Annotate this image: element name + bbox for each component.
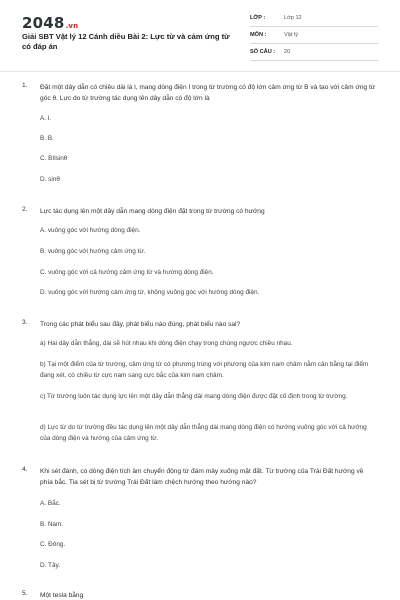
- answer-option[interactable]: D. sinθ: [40, 176, 60, 183]
- answer-option[interactable]: C. vuông góc với cả hướng cảm ứng từ và hướng dòng điện.: [40, 269, 214, 276]
- question-text: Khi sét đánh, có dòng điện tích âm chuyển động từ đám mây xuống mặt đất. Từ trường của Trái Đất hướng về phía bắc. Tia sét bị từ trường Trái Đất làm chệch hướng theo hướng nào?: [40, 468, 364, 486]
- meta-row-count: [250, 47, 378, 61]
- logo-suffix: .vn: [65, 22, 79, 30]
- meta-label: LỚP :: [250, 15, 266, 21]
- meta-value: 20: [284, 49, 291, 55]
- question-number: 5.: [22, 590, 28, 597]
- meta-label: MÔN :: [250, 32, 267, 38]
- question-text: Đặt một dây dẫn có chiều dài là l, mang dòng điện I trong từ trường có độ lớn cảm ứng từ B và tạo với cảm ứng từ góc θ. Lực do từ trường tác dụng lên dây dẫn có độ lớn là: [40, 84, 376, 102]
- answer-option[interactable]: A. Bắc.: [40, 500, 61, 507]
- answer-option[interactable]: A. vuông góc với hướng dòng điện.: [40, 227, 141, 234]
- answer-option[interactable]: B. vuông góc với hướng cảm ứng từ.: [40, 248, 146, 255]
- question-number: 1.: [22, 82, 28, 89]
- answer-option[interactable]: C. BIlsinθ: [40, 155, 68, 162]
- answer-option[interactable]: B. B.: [40, 135, 54, 142]
- meta-label: SỐ CÂU :: [250, 49, 276, 55]
- answer-option[interactable]: D. vuông góc với hướng cảm ứng từ, không vuông góc với hướng dòng điện.: [40, 289, 260, 296]
- header-divider: [0, 71, 400, 72]
- answer-option[interactable]: D. Tây.: [40, 562, 61, 569]
- question-text: Trong các phát biểu sau đây, phát biểu nào đúng, phát biểu nào sai?: [40, 321, 241, 328]
- document-title: Giải SBT Vật lý 12 Cánh diều Bài 2: Lực từ và cảm ứng từ có đáp án: [22, 32, 230, 51]
- answer-option[interactable]: a) Hai dây dẫn thẳng, dài sẽ hút nhau khi dòng điện chạy trong chúng ngược chiều nhau.: [40, 340, 293, 347]
- question-number: 3.: [22, 319, 28, 326]
- page-header: [0, 0, 400, 66]
- question-number: 2.: [22, 206, 28, 213]
- answer-option[interactable]: d) Lực từ do từ trường đều tác dụng lên một dây dẫn thẳng dài mang dòng điện có hướng vuông góc với cả hướng của dòng điện và hướng của cảm ứng từ.: [40, 424, 367, 442]
- meta-row-subject: [250, 30, 378, 44]
- question-number: 4.: [22, 466, 28, 473]
- answer-option[interactable]: c) Từ trường luôn tác dụng lực lên một dây dẫn thẳng dài mang dòng điện được đặt cố định trong từ trường.: [40, 393, 348, 400]
- site-logo[interactable]: [22, 14, 78, 32]
- meta-value: Vật lý: [284, 32, 298, 38]
- question-text: Lực tác dụng lên một dây dẫn mang dòng điện đặt trong từ trường có hướng: [40, 208, 265, 215]
- meta-value: Lớp 12: [284, 15, 302, 21]
- question-text: Một tesla bằng: [40, 592, 84, 599]
- meta-row-class: [250, 13, 378, 27]
- logo-text: 2048: [22, 14, 65, 32]
- meta-table: [250, 13, 378, 64]
- answer-option[interactable]: b) Tại một điểm của từ trường, cảm ứng từ có phương trùng với phương của kim nam châm nằm cân bằng tại điểm đang xét, có chiều từ cực nam sang cực bắc của kim nam châm.: [40, 361, 369, 379]
- answer-option[interactable]: A. l.: [40, 115, 52, 122]
- answer-option[interactable]: B. Nam.: [40, 521, 64, 528]
- answer-option[interactable]: C. Đông.: [40, 541, 66, 548]
